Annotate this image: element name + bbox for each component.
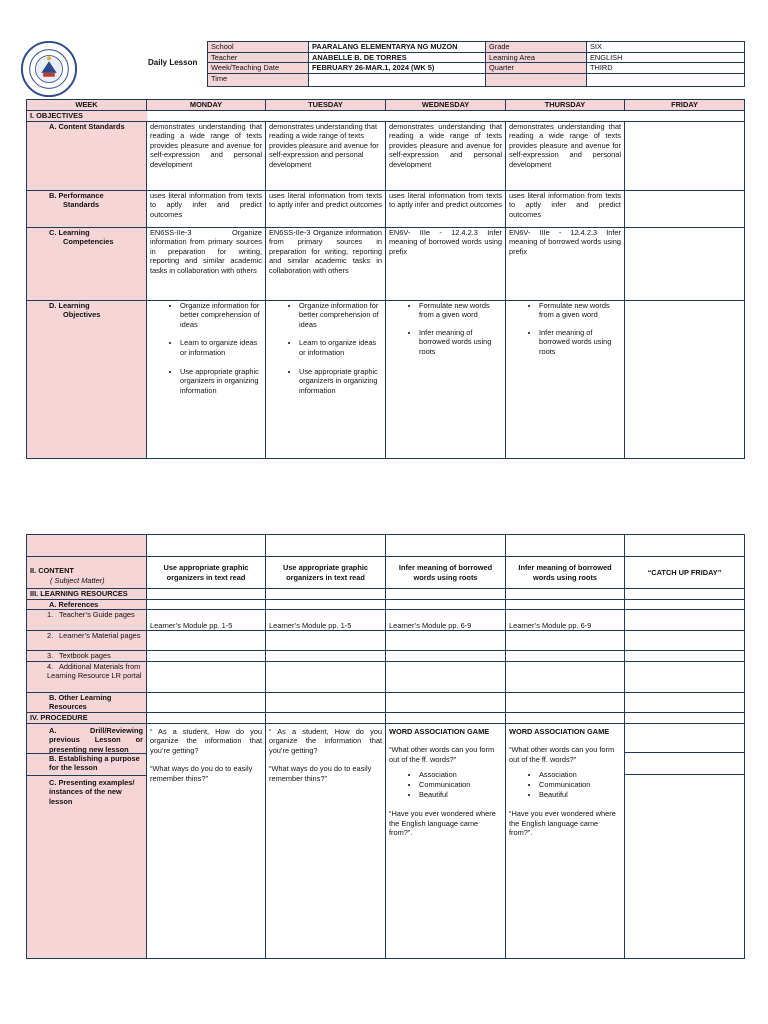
list-item: • Organize information for better comprehension of ideas: [180, 301, 262, 330]
subject-matter-label: ( Subject Matter): [50, 575, 105, 585]
thu-question-2: “Have you ever wondered where the English language came from?”.: [509, 809, 616, 838]
ref-number: 1.: [47, 610, 54, 620]
blank-cell: [625, 631, 745, 651]
time-value: [309, 73, 486, 86]
content-standards-fri: [625, 121, 745, 190]
header-table: [207, 41, 745, 87]
school-value: PAARALANG ELEMENTARYA NG MUZON: [309, 42, 486, 53]
performance-standards-fri: [625, 190, 745, 227]
daily-lesson-label: Daily Lesson: [148, 58, 198, 67]
blank-cell: [266, 651, 386, 662]
blank-value: [587, 73, 745, 86]
col-thursday: THURSDAY: [506, 100, 625, 111]
blank-cell: [625, 610, 745, 631]
performance-standards-mon: uses literal information from texts to aptly infer and predict outcomes: [147, 190, 266, 227]
col-week: WEEK: [27, 100, 147, 111]
ref-label: Textbook pages: [59, 651, 111, 661]
blank-cell: [147, 712, 266, 723]
ref-number: 3.: [47, 651, 54, 661]
competencies-label: [27, 227, 147, 300]
procedure-labels: [27, 723, 147, 958]
content-tue: Use appropriate graphic organizers in text read: [266, 557, 386, 589]
thu-question: “What other words can you form out of the ff. words?”: [509, 745, 615, 764]
blank-cell: [506, 535, 625, 557]
blank-cell: [147, 589, 266, 600]
content-thu: Infer meaning of borrowed words using roots: [506, 557, 625, 589]
list-item: • Formulate new words from a given word: [539, 301, 621, 320]
ref-additional-materials: [27, 661, 147, 692]
blank-cell: [625, 599, 745, 610]
tue-question-2: “What ways do you do to easily remember thins?”: [269, 764, 372, 783]
blank-cell: [506, 589, 625, 600]
blank-cell: [506, 661, 625, 692]
ref-label: Learner’s Material pages: [59, 631, 141, 641]
mon-question-1: “ As a student, How do you organize the information that you’re getting?: [150, 726, 262, 755]
week-date-value: FEBRUARY 26-MAR.1, 2024 (WK 5): [309, 63, 486, 74]
thu-game-title: WORD ASSOCIATION GAME: [509, 726, 610, 736]
blank-cell: [625, 589, 745, 600]
grade-value: SIX: [587, 42, 745, 53]
list-item: • Association: [539, 770, 621, 780]
blank-cell: [625, 535, 745, 557]
proc-a-label: A. Drill/Reviewing previous Lesson or presenting new lesson: [27, 724, 146, 754]
list-item: • Organize information for better comprehension of ideas: [299, 301, 382, 330]
competencies-label-line2: Competencies: [63, 237, 114, 247]
ref-number: 4.: [47, 661, 54, 671]
learning-objectives-mon: [147, 300, 266, 458]
learning-objectives-label-line1: D. Learning: [49, 300, 90, 310]
deped-seal-logo: [20, 40, 78, 98]
blank-cell: [147, 535, 266, 557]
objectives-heading: I. OBJECTIVES: [27, 111, 745, 122]
ref-tue: Learner’s Module pp. 1-5: [266, 610, 386, 631]
learning-area-label: Learning Area: [486, 52, 587, 63]
blank-cell: [266, 599, 386, 610]
learning-objectives-label-line2: Objectives: [63, 310, 101, 320]
learning-objectives-wed: [386, 300, 506, 458]
content-fri: “CATCH UP FRIDAY”: [625, 557, 745, 589]
blank-cell: [266, 661, 386, 692]
procedure-fri: [625, 723, 745, 958]
proc-b-label: B. Establishing a purpose for the lesson: [27, 754, 146, 776]
blank-cell: [625, 692, 745, 712]
list-item: • Use appropriate graphic organizers in organizing information: [299, 367, 382, 396]
performance-label-line1: B. Performance: [49, 190, 104, 200]
learning-objectives-thu: [506, 300, 625, 458]
list-item: • Beautiful: [539, 790, 621, 800]
learning-objectives-label: [27, 300, 147, 458]
ref-mon: Learner’s Module pp. 1-5: [147, 610, 266, 631]
learning-resources-heading: III. LEARNING RESOURCES: [27, 589, 147, 600]
col-monday: MONDAY: [147, 100, 266, 111]
content-standards-wed: demonstrates understanding that reading a wide range of texts provides pleasure and avenue for self-expression and personal development: [386, 121, 506, 190]
content-standards-tue: demonstrates understanding that reading a wide range of texts provides pleasure and avenue for self-expression and personal development: [266, 121, 386, 190]
list-item: • Communication: [539, 780, 621, 790]
learning-objectives-tue: [266, 300, 386, 458]
competencies-label-line1: C. Learning: [49, 227, 90, 237]
performance-standards-wed: uses literal information from texts to aptly infer and predict outcomes: [386, 190, 506, 227]
blank-cell: [386, 631, 506, 651]
procedure-heading: IV. PROCEDURE: [27, 712, 147, 723]
blank-cell: [266, 712, 386, 723]
school-label: School: [208, 42, 309, 53]
procedure-thu: [506, 723, 625, 958]
col-wednesday: WEDNESDAY: [386, 100, 506, 111]
col-friday: FRIDAY: [625, 100, 745, 111]
competencies-mon: EN6SS-IIe-3 Organize information from primary sources in preparation for writing, reporting and similar academic tasks in collaboration with others: [147, 227, 266, 300]
blank-cell: [506, 712, 625, 723]
list-item: • Beautiful: [419, 790, 502, 800]
performance-label-line2: Standards: [63, 200, 100, 210]
col-tuesday: TUESDAY: [266, 100, 386, 111]
learning-objectives-fri: [625, 300, 745, 458]
wed-game-title: WORD ASSOCIATION GAME: [389, 726, 490, 736]
other-resources-label: B. Other Learning Resources: [27, 692, 147, 712]
procedure-tue: [266, 723, 386, 958]
blank-cell: [386, 692, 506, 712]
competencies-tue: EN6SS-IIe-3 Organize information from primary sources in preparation for writing, reporting and similar academic tasks in collaboration with others: [266, 227, 386, 300]
wed-question-2: “Have you ever wondered where the English language came from?”.: [389, 809, 496, 838]
blank-cell: [266, 589, 386, 600]
ref-learners-material: [27, 631, 147, 651]
content-standards-mon: demonstrates understanding that reading a wide range of texts provides pleasure and avenue for self-expression and personal development: [147, 121, 266, 190]
competencies-thu: EN6V- IIIe - 12.4.2.3 Infer meaning of borrowed words using prefix: [506, 227, 625, 300]
blank-cell: [625, 661, 745, 692]
list-item: • Infer meaning of borrowed words using roots: [419, 328, 502, 357]
procedure-mon: [147, 723, 266, 958]
performance-standards-tue: uses literal information from texts to aptly infer and predict outcomes: [266, 190, 386, 227]
proc-c-label: C. Presenting examples/ instances of the new lesson: [49, 777, 135, 806]
teacher-value: ANABELLE B. DE TORRES: [309, 52, 486, 63]
time-label: Time: [208, 73, 309, 86]
teacher-label: Teacher: [208, 52, 309, 63]
mon-question-2: “What ways do you do to easily remember thins?”: [150, 764, 253, 783]
tue-question-1: “ As a student, How do you organize the information that you’re getting?: [269, 726, 382, 755]
blank-cell: [386, 535, 506, 557]
performance-standards-thu: uses literal information from texts to aptly infer and predict outcomes: [506, 190, 625, 227]
blank-cell: [386, 712, 506, 723]
list-item: • Use appropriate graphic organizers in organizing information: [180, 367, 262, 396]
ref-teachers-guide: [27, 610, 147, 631]
objectives-table: [26, 99, 745, 459]
list-item: • Formulate new words from a given word: [419, 301, 502, 320]
content-wed: Infer meaning of borrowed words using roots: [386, 557, 506, 589]
blank-cell: [266, 631, 386, 651]
learning-area-value: ENGLISH: [587, 52, 745, 63]
ref-textbook: [27, 651, 147, 662]
blank-cell: [386, 651, 506, 662]
list-item: • Learn to organize ideas or information: [180, 338, 262, 357]
list-item: • Infer meaning of borrowed words using roots: [539, 328, 621, 357]
wed-question: “What other words can you form out of the ff. words?”: [389, 745, 495, 764]
content-mon: Use appropriate graphic organizers in text read: [147, 557, 266, 589]
content-standards-thu: demonstrates understanding that reading a wide range of texts provides pleasure and avenue for self-expression and personal development: [506, 121, 625, 190]
performance-standards-label: [27, 190, 147, 227]
blank-cell: [147, 631, 266, 651]
list-item: • Communication: [419, 780, 502, 790]
blank-cell: [625, 651, 745, 662]
blank-cell: [27, 535, 147, 557]
blank-cell: [147, 599, 266, 610]
ref-label: Additional Materials from Learning Resource LR portal: [47, 661, 142, 681]
ref-label: Teacher’s Guide pages: [59, 610, 135, 620]
blank-cell: [625, 712, 745, 723]
blank-cell: [386, 589, 506, 600]
content-table: [26, 534, 745, 959]
blank-cell: [147, 692, 266, 712]
quarter-label: Quarter: [486, 63, 587, 74]
blank-cell: [506, 651, 625, 662]
blank-cell: [266, 692, 386, 712]
fri-proc-a: [625, 724, 744, 753]
list-item: • Association: [419, 770, 502, 780]
blank-cell: [506, 599, 625, 610]
content-label: [27, 557, 147, 589]
blank-cell: [506, 631, 625, 651]
references-label: A. References: [27, 599, 147, 610]
fri-proc-b: [625, 753, 744, 775]
quarter-value: THIRD: [587, 63, 745, 74]
blank-cell: [266, 535, 386, 557]
blank-cell: [147, 651, 266, 662]
content-heading: II. CONTENT: [30, 565, 74, 575]
blank-cell: [386, 661, 506, 692]
blank-cell: [506, 692, 625, 712]
grade-label: Grade: [486, 42, 587, 53]
blank-cell: [147, 661, 266, 692]
list-item: • Learn to organize ideas or information: [299, 338, 382, 357]
competencies-fri: [625, 227, 745, 300]
procedure-wed: [386, 723, 506, 958]
blank-label: [486, 73, 587, 86]
competencies-wed: EN6V- IIIe - 12.4.2.3 Infer meaning of borrowed words using prefix: [386, 227, 506, 300]
ref-thu: Learner’s Module pp. 6-9: [506, 610, 625, 631]
ref-number: 2.: [47, 631, 54, 641]
week-date-label: Week/Teaching Date: [208, 63, 309, 74]
blank-cell: [386, 599, 506, 610]
content-standards-label: A. Content Standards: [27, 121, 147, 190]
ref-wed: Learner’s Module pp. 6-9: [386, 610, 506, 631]
